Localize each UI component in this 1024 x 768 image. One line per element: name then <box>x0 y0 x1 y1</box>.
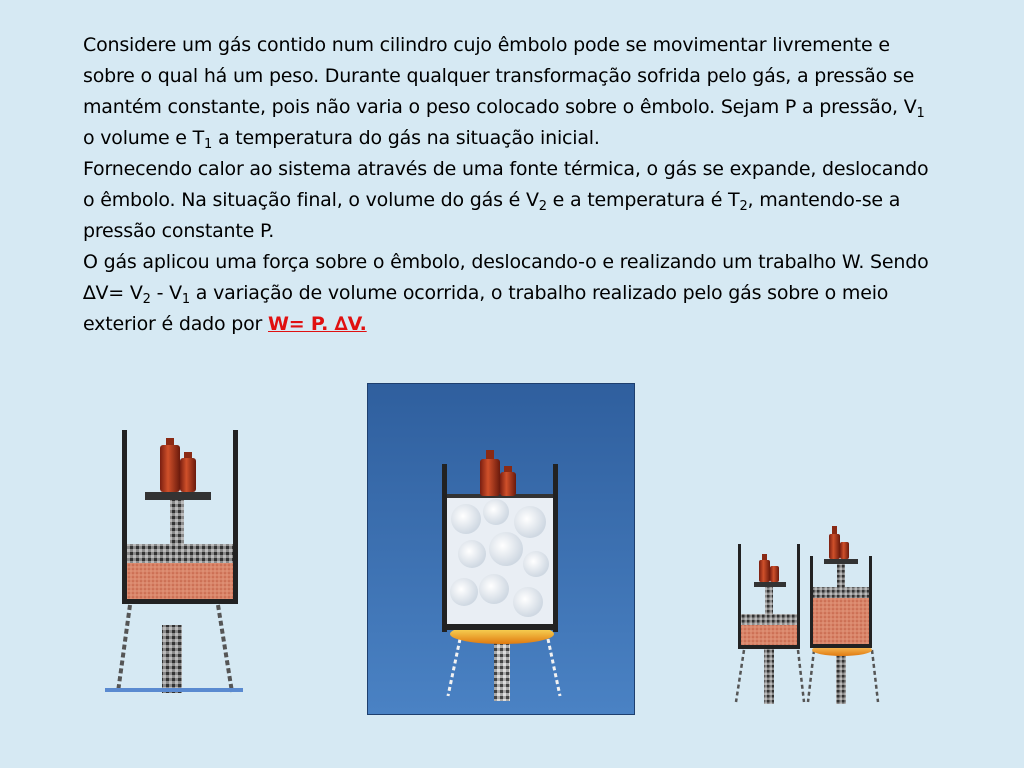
p3-text-1: O gás aplicou uma força sobre o êmbolo, deslocando-o e realizando um trabalho W. Sendo ∆V= V <box>83 251 929 304</box>
p2-text-1: Fornecendo calor ao sistema através de uma fonte térmica, o gás se expande, deslocando o êmbolo. Na situação final, o volume do gás é V <box>83 158 929 211</box>
paragraph-work <box>83 247 933 340</box>
p1-text-2: o volume e T <box>83 127 205 149</box>
p3-sub-1: 2 <box>142 292 151 307</box>
p2-text-2: e a temperatura é T <box>546 189 740 211</box>
p3-text-3: a variação de volume ocorrida, o trabalho realizado pelo gás sobre o meio exterior é dado por <box>83 282 889 335</box>
slide-text <box>83 30 933 340</box>
heated-cylinder-panel <box>367 383 635 715</box>
p1-sub-1: 1 <box>916 106 925 121</box>
p2-sub-2: 2 <box>739 199 748 214</box>
piston-cylinder-comparison-figure <box>732 520 882 710</box>
piston-cylinder-heated-figure <box>368 384 634 714</box>
p2-sub-1: 2 <box>538 199 547 214</box>
p1-sub-2: 1 <box>204 137 213 152</box>
p1-text-1: Considere um gás contido num cilindro cujo êmbolo pode se movimentar livremente e sobre o qual há um peso. Durante qualquer transformação sofrida pelo gás, a pressão se mantém constante, pois não varia o peso colocado sobre o êmbolo. Sejam P a pressão, V <box>83 34 917 118</box>
p3-sub-2: 1 <box>181 292 190 307</box>
p1-text-3: a temperatura do gás na situação inicial. <box>212 127 600 149</box>
p3-text-2: - V <box>150 282 182 304</box>
paragraph-final-state <box>83 154 933 247</box>
piston-cylinder-initial-figure <box>100 420 250 700</box>
work-formula: W= P. ∆V. <box>268 313 367 335</box>
paragraph-initial-state <box>83 30 933 154</box>
p2-text-3: , mantendo-se a pressão constante P. <box>83 189 901 242</box>
